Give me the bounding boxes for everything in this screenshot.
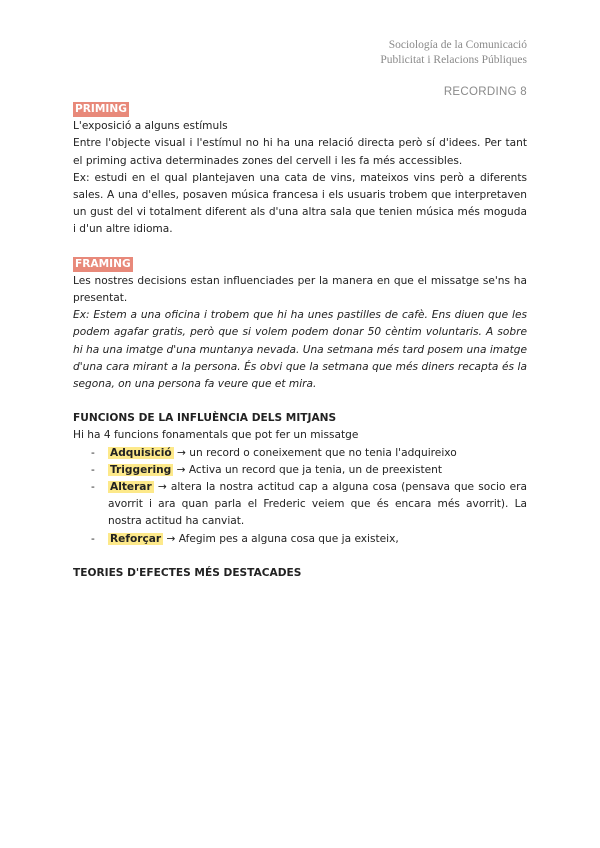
recording-label: RECORDING 8 <box>443 86 527 98</box>
priming-section <box>73 101 527 239</box>
document-body <box>73 101 527 582</box>
item-text: → Afegim pes a alguna cosa que ja existeix, <box>163 532 399 545</box>
item-text: → un record o coneixement que no tenia l'adquireixo <box>173 446 457 459</box>
priming-paragraph: Entre l'objecte visual i l'estímul no hi ha una relació directa però sí d'idees. Per tant el priming activa determinades zones del cervell i les fa més accessibles. <box>73 137 527 167</box>
funcions-heading: FUNCIONS DE LA INFLUÈNCIA DELS MITJANS <box>73 412 337 425</box>
list-item <box>89 445 527 462</box>
priming-definition: L'exposició a alguns estímuls <box>73 120 228 133</box>
list-item <box>89 462 527 479</box>
funcions-intro: Hi ha 4 funcions fonamentals que pot fer un missatge <box>73 429 359 442</box>
priming-example: Ex: estudi en el qual plantejaven una cata de vins, mateixos vins però a diferents sales. A una d'elles, posaven música francesa i els usuaris trobem que interpretaven un gust del vi totalment diferent als d'una altra sala que tenien música més moguda i d'un altre idioma. <box>73 171 527 236</box>
item-text: → Activa un record que ja tenia, un de preexistent <box>173 463 443 476</box>
teories-heading: TEORIES D'EFECTES MÉS DESTACADES <box>73 566 302 579</box>
framing-tag: FRAMING <box>75 257 131 270</box>
funcions-list <box>73 445 527 548</box>
term-reforcar: Reforçar <box>110 532 162 545</box>
degree-title: Publicitat i Relacions Públiques <box>380 54 527 66</box>
framing-section <box>73 256 527 394</box>
term-alterar: Alterar <box>110 481 152 494</box>
priming-tag: PRIMING <box>75 103 127 115</box>
funcions-section <box>73 410 527 548</box>
list-item <box>89 479 527 531</box>
term-adquisicio: Adquisició <box>110 446 172 459</box>
term-triggering: Triggering <box>110 463 172 476</box>
item-text: → altera la nostra actitud cap a alguna cosa (pensava que socio era avorrit i ara quan parla el Frederic veiem que és encara més avorrit). La nostra actitud ha canviat. <box>108 481 527 528</box>
course-title: Sociología de la Comunicació <box>388 39 527 51</box>
framing-example: Ex: Estem a una oficina i trobem que hi ha unes pastilles de cafè. Ens diuen que les podem agafar gratis, però que si volem podem donar 50 cèntim voluntaris. A sobre hi ha una imatge d'una muntanya nevada. Una setmana més tard posem una imatge d'una cara mirant a la persona. És obvi que la setmana que més diners recapta és la segona, on una persona fa veure que et mira. <box>73 309 527 391</box>
document-header <box>380 38 527 68</box>
framing-definition: Les nostres decisions estan influenciades per la manera en que el missatge se'ns ha presentat. <box>73 274 527 305</box>
list-item <box>89 531 527 548</box>
teories-section <box>73 565 527 582</box>
